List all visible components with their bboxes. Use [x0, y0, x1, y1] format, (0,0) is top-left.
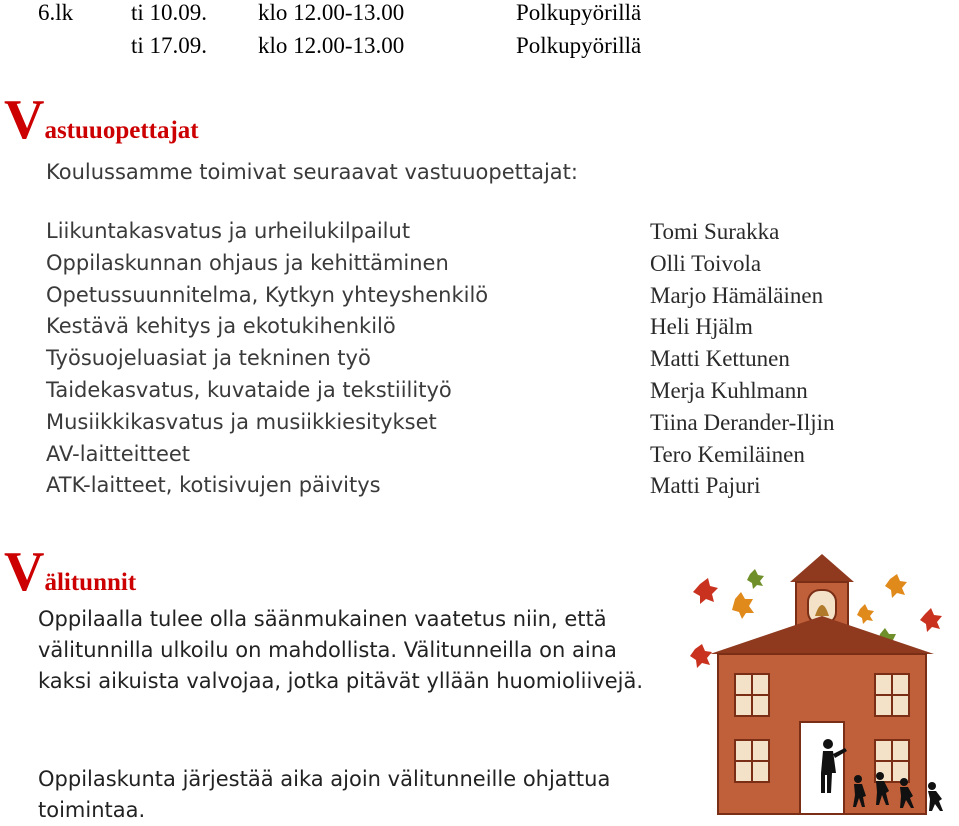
- teacher-name: Heli Hjälm: [650, 314, 753, 340]
- schedule-time: klo 12.00-13.00: [258, 33, 405, 58]
- list-item: Musiikkikasvatus ja musiikkiesitykset: [46, 409, 437, 434]
- teacher-names: [650, 216, 835, 502]
- heading-text: älitunnit: [44, 569, 137, 596]
- teacher-name: Merja Kuhlmann: [650, 377, 808, 403]
- list-item: ATK-laitteet, kotisivujen päivitys: [46, 473, 381, 498]
- roof: [710, 616, 934, 654]
- schedule-activity: Polkupyörillä: [516, 33, 642, 58]
- list-item: Työsuojeluasiat ja tekninen työ: [46, 346, 371, 371]
- list-item: Taidekasvatus, kuvataide ja tekstiilityö: [46, 377, 452, 402]
- teacher-name: Matti Kettunen: [650, 346, 790, 372]
- teacher-name: Olli Toivola: [650, 250, 762, 276]
- responsibility-areas: [46, 216, 488, 502]
- list-item: Kestävä kehitys ja ekotukihenkilö: [46, 314, 396, 339]
- list-item: AV-laitteitteet: [46, 441, 191, 466]
- heading-initial: V: [4, 541, 45, 603]
- recess-heading: [4, 541, 137, 603]
- list-item: Liikuntakasvatus ja urheilukilpailut: [46, 219, 411, 243]
- schedule-activity: Polkupyörillä: [516, 0, 642, 25]
- schedule-week: 6.lk: [38, 0, 74, 25]
- teacher-name: Matti Pajuri: [650, 473, 761, 499]
- schedule-time: klo 12.00-13.00: [258, 0, 405, 25]
- responsible-intro: Koulussamme toimivat seuraavat vastuuopettajat:: [46, 160, 578, 184]
- recess-paragraph-2: Oppilaskunta järjestää aika ajoin välitunneille ohjattua toimintaa.: [38, 767, 611, 822]
- teacher-name: Tiina Derander-Iljin: [650, 409, 835, 435]
- responsible-heading: [4, 89, 199, 151]
- heading-text: astuuopettajat: [44, 117, 199, 144]
- heading-initial: V: [4, 89, 45, 151]
- list-item: Opetussuunnitelma, Kytkyn yhteyshenkilö: [46, 282, 489, 307]
- schedule-day: ti 10.09.: [131, 0, 208, 25]
- teacher-name: Tero Kemiläinen: [650, 441, 805, 467]
- list-item: Oppilaskunnan ohjaus ja kehittäminen: [46, 250, 449, 275]
- teacher-name: Tomi Surakka: [650, 219, 780, 244]
- recess-paragraph: Oppilaalla tulee olla säänmukainen vaatetus niin, että välitunnilla ulkoilu on mahdollista. Välitunneilla on aina kaksi aikuista valvojaa, jotka pitävät yllään huomioliivejä.: [38, 607, 644, 693]
- schoolhouse-illustration: [680, 554, 959, 819]
- teacher-name: Marjo Hämäläinen: [650, 282, 824, 308]
- schedule-day: ti 17.09.: [131, 33, 208, 58]
